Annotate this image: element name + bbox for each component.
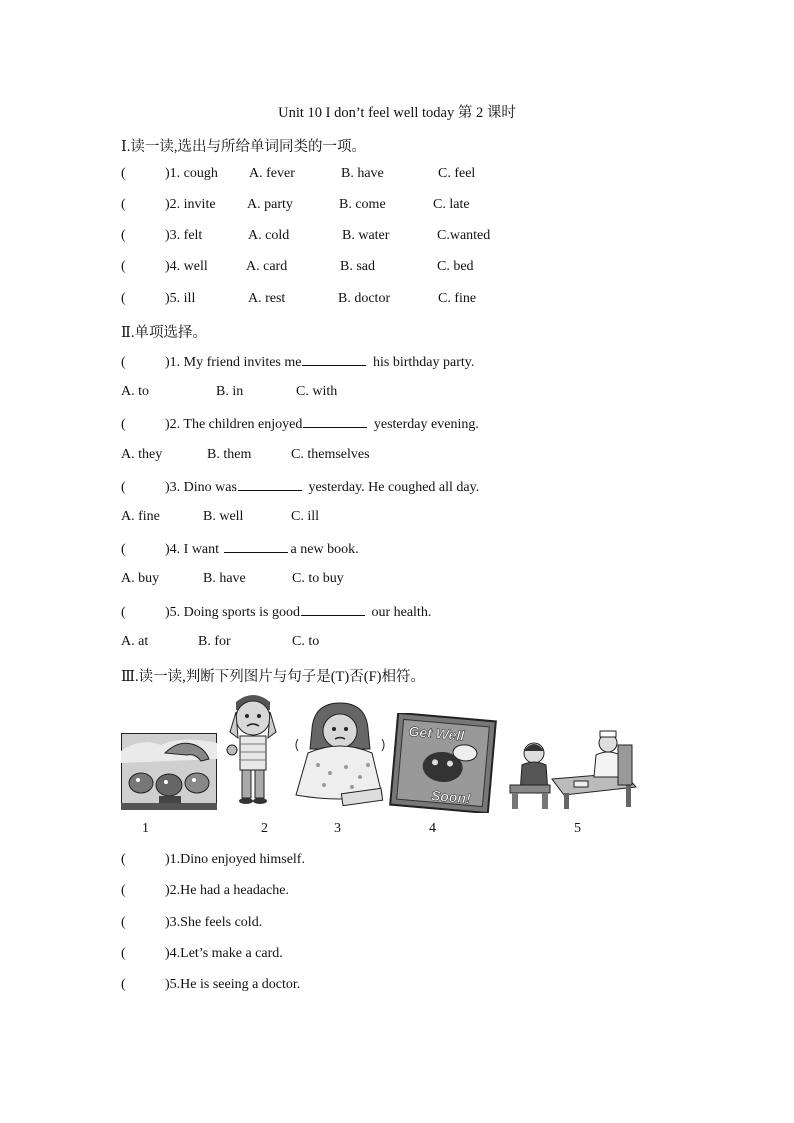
list-item (121, 228, 721, 248)
answer-bracket[interactable]: ( (121, 852, 126, 867)
option-b: B. sad (340, 259, 375, 274)
option-a: A. to (121, 384, 149, 399)
option-a: A. they (121, 447, 163, 462)
section-1-heading: Ⅰ.读一读,选出与所给单词同类的一项。 (121, 139, 366, 155)
picture-4-get-well-card (388, 713, 498, 813)
option-a: A. rest (248, 291, 286, 306)
list-item (121, 915, 262, 931)
picture-number-5: 5 (574, 821, 581, 836)
statement-text: )3.She feels cold. (165, 915, 263, 930)
question-text-end: yesterday. He coughed all day. (304, 480, 480, 495)
question-text-end: a new book. (290, 542, 359, 557)
options-row (121, 447, 521, 467)
statement-text: )4.Let’s make a card. (165, 946, 283, 961)
option-c: C. late (433, 197, 470, 212)
question-text: )1. My friend invites me (165, 355, 302, 370)
list-item (121, 259, 721, 279)
option-c: C. bed (437, 259, 474, 274)
picture-2-boy-headache (222, 688, 284, 808)
card-title-text: Get Well (407, 722, 465, 744)
question-row (121, 603, 431, 621)
answer-bracket[interactable]: ( (121, 883, 126, 898)
option-a: A. party (247, 197, 293, 212)
section-2-heading: Ⅱ.单项选择。 (121, 325, 207, 341)
question-row (121, 540, 359, 558)
option-a: A. at (121, 634, 149, 649)
option-b: B. in (216, 384, 244, 399)
answer-bracket[interactable]: ( (121, 228, 126, 243)
question-row (121, 478, 479, 496)
option-b: B. have (341, 166, 384, 181)
option-a: A. fever (249, 166, 295, 181)
answer-bracket[interactable]: ( (121, 977, 126, 992)
list-item (121, 883, 289, 899)
options-row (121, 634, 521, 654)
question-text: )5. ill (165, 291, 196, 306)
fill-blank[interactable] (303, 415, 367, 428)
option-b: B. them (207, 447, 252, 462)
answer-bracket[interactable]: ( (121, 355, 126, 370)
picture-number-1: 1 (142, 821, 149, 836)
option-c: C. themselves (291, 447, 370, 462)
statement-text: )2.He had a headache. (165, 883, 289, 898)
answer-bracket[interactable]: ( (121, 166, 126, 181)
list-item (121, 946, 283, 962)
option-a: A. cold (248, 228, 290, 243)
fill-blank[interactable] (302, 353, 366, 366)
question-text-end: our health. (367, 605, 432, 620)
picture-1-dino-party (121, 733, 217, 810)
picture-number-2: 2 (261, 821, 268, 836)
option-b: B. well (203, 509, 244, 524)
option-c: C. fine (438, 291, 477, 306)
question-row (121, 415, 479, 433)
question-text: )5. Doing sports is good (165, 605, 300, 620)
list-item (121, 166, 721, 186)
fill-blank[interactable] (238, 478, 302, 491)
option-c: C. feel (438, 166, 476, 181)
option-c: C. with (296, 384, 338, 399)
answer-bracket[interactable]: ( (121, 259, 126, 274)
picture-number-4: 4 (429, 821, 436, 836)
option-b: B. doctor (338, 291, 391, 306)
question-text: )4. well (165, 259, 208, 274)
list-item (121, 852, 305, 868)
picture-3-girl-cold (290, 699, 390, 807)
question-text: )3. Dino was (165, 480, 237, 495)
section-3-heading: Ⅲ.读一读,判断下列图片与句子是(T)否(F)相符。 (121, 669, 425, 685)
statement-text: )1.Dino enjoyed himself. (165, 852, 305, 867)
answer-bracket[interactable]: ( (121, 542, 126, 557)
option-b: B. have (203, 571, 246, 586)
option-b: B. for (198, 634, 231, 649)
question-row (121, 353, 474, 371)
list-item (121, 977, 300, 993)
answer-bracket[interactable]: ( (121, 417, 126, 432)
option-c: C.wanted (437, 228, 491, 243)
fill-blank[interactable] (301, 603, 365, 616)
list-item (121, 197, 721, 217)
option-a: A. buy (121, 571, 160, 586)
option-b: B. water (342, 228, 390, 243)
question-text: )1. cough (165, 166, 218, 181)
option-b: B. come (339, 197, 386, 212)
option-c: C. ill (291, 509, 320, 524)
question-text: )3. felt (165, 228, 203, 243)
options-row (121, 384, 521, 404)
option-a: A. card (246, 259, 288, 274)
answer-bracket[interactable]: ( (121, 915, 126, 930)
page-title: Unit 10 I don’t feel well today 第 2 课时 (278, 105, 516, 121)
statement-text: )5.He is seeing a doctor. (165, 977, 301, 992)
answer-bracket[interactable]: ( (121, 291, 126, 306)
answer-bracket[interactable]: ( (121, 605, 126, 620)
option-c: C. to buy (292, 571, 344, 586)
question-text: )2. The children enjoyed (165, 417, 303, 432)
question-text: )2. invite (165, 197, 216, 212)
options-row (121, 509, 521, 529)
list-item (121, 291, 721, 311)
picture-5-doctor-visit (508, 727, 640, 811)
card-bottom-text: Soon! (430, 787, 472, 807)
question-text-end: yesterday evening. (370, 417, 479, 432)
question-text: )4. I want (165, 542, 223, 557)
fill-blank[interactable] (224, 540, 288, 553)
option-a: A. fine (121, 509, 160, 524)
answer-bracket[interactable]: ( (121, 197, 126, 212)
options-row (121, 571, 521, 591)
answer-bracket[interactable]: ( (121, 946, 126, 961)
picture-number-3: 3 (334, 821, 341, 836)
answer-bracket[interactable]: ( (121, 480, 126, 495)
option-c: C. to (292, 634, 320, 649)
question-text-end: his birthday party. (369, 355, 475, 370)
